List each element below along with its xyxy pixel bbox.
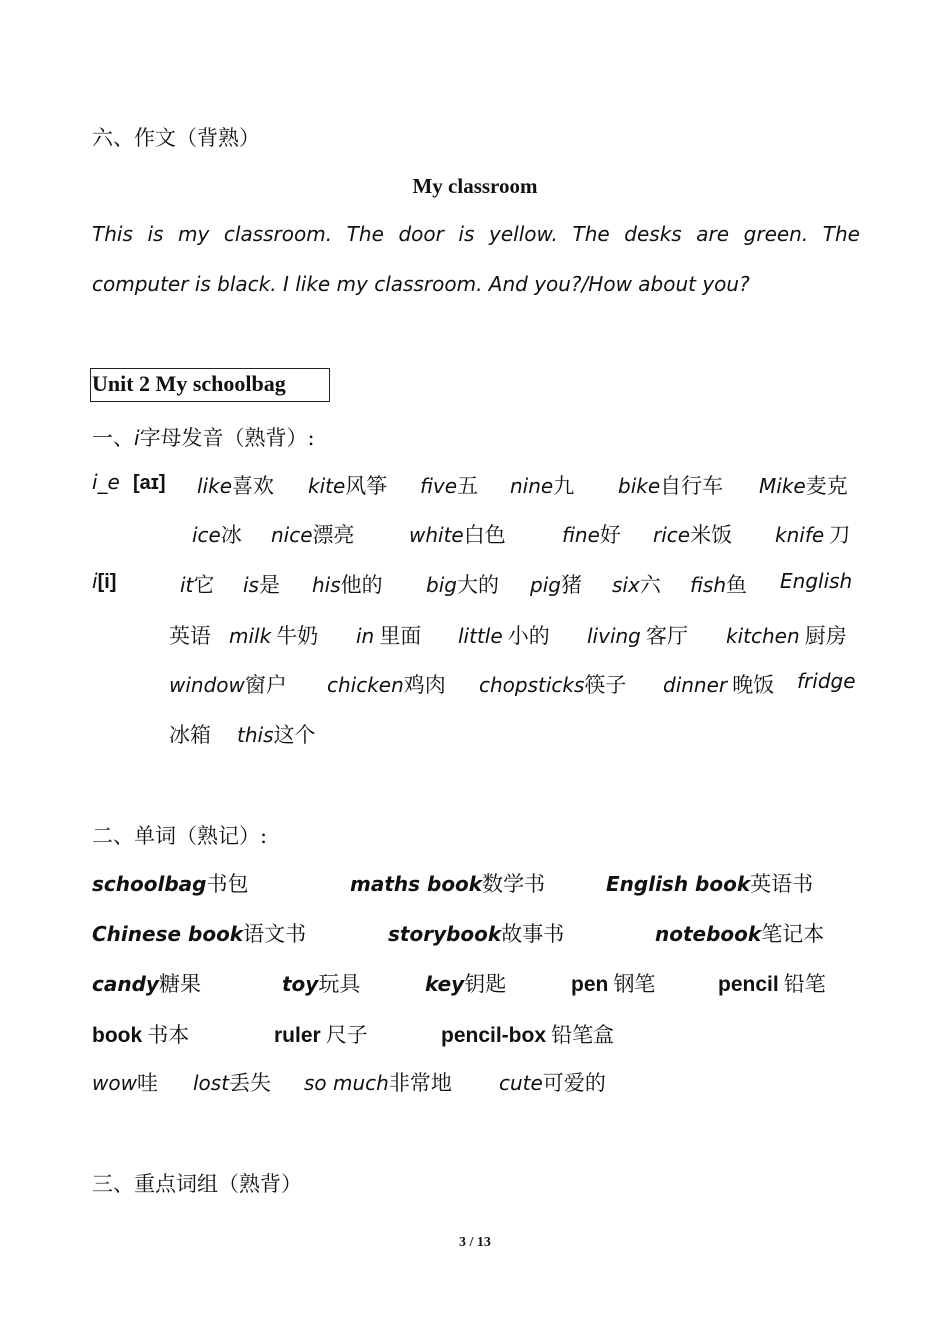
word-cn: 风筝 bbox=[345, 474, 388, 498]
word-cn: 五 bbox=[457, 474, 479, 498]
word-cn: 里面 bbox=[379, 624, 422, 648]
vocab-cn: 故事书 bbox=[501, 922, 565, 946]
word-entry bbox=[180, 569, 214, 599]
vocab-cn: 可爱的 bbox=[542, 1071, 606, 1095]
word-entry bbox=[775, 519, 850, 549]
vocab-cn: 语文书 bbox=[243, 922, 307, 946]
word-entry bbox=[356, 620, 421, 650]
essay-title: My classroom bbox=[412, 174, 538, 198]
word-cn: 自行车 bbox=[660, 474, 724, 498]
section-heading-phrases: 三、重点词组（熟背） bbox=[92, 1172, 302, 1196]
vocab-cn: 非常地 bbox=[388, 1071, 452, 1095]
phonics-pattern-i bbox=[92, 569, 116, 594]
word-en: like bbox=[197, 474, 232, 498]
word-entry bbox=[308, 470, 387, 500]
vocab-entry bbox=[718, 968, 826, 998]
word-cn: 冰 bbox=[220, 523, 242, 547]
word-en: nice bbox=[271, 523, 313, 547]
word-cn: 大的 bbox=[456, 573, 499, 597]
word-cn: 是 bbox=[258, 573, 280, 597]
word-cn: 冰箱 bbox=[169, 723, 211, 747]
word-en: little bbox=[458, 624, 503, 648]
word-en: white bbox=[409, 523, 464, 547]
essay-line-1: This is my classroom. The door is yellow. The desks are green. The bbox=[92, 222, 860, 246]
vocab-entry bbox=[350, 868, 545, 898]
word-cn: 小的 bbox=[507, 624, 550, 648]
vocab-en: pen bbox=[571, 973, 609, 996]
word-entry bbox=[192, 519, 242, 549]
word-en: in bbox=[356, 624, 375, 648]
word-cn: 窗户 bbox=[244, 673, 287, 697]
word-entry bbox=[618, 470, 723, 500]
vocab-en: storybook bbox=[388, 922, 502, 946]
word-en: bike bbox=[618, 474, 661, 498]
vocab-cn: 笔记本 bbox=[761, 922, 825, 946]
word-cn: 猪 bbox=[560, 573, 582, 597]
section-heading-composition: 六、作文（背熟） bbox=[92, 126, 260, 150]
word-entry bbox=[759, 470, 848, 500]
word-entry-cn bbox=[169, 719, 211, 749]
vocab-entry bbox=[499, 1067, 606, 1097]
word-entry bbox=[479, 669, 626, 699]
word-entry bbox=[612, 569, 661, 599]
vocab-entry bbox=[425, 968, 506, 998]
word-en: chicken bbox=[327, 673, 404, 697]
word-entry bbox=[420, 470, 478, 500]
word-en: rice bbox=[653, 523, 691, 547]
word-en: window bbox=[169, 673, 245, 697]
word-entry bbox=[458, 620, 550, 650]
vocab-en: candy bbox=[92, 972, 159, 996]
word-cn: 他的 bbox=[340, 573, 383, 597]
word-cn: 九 bbox=[553, 474, 575, 498]
word-en: his bbox=[312, 573, 341, 597]
word-cn: 厨房 bbox=[804, 624, 847, 648]
vocab-cn: 数学书 bbox=[482, 872, 546, 896]
vocab-entry bbox=[441, 1019, 614, 1049]
vocab-cn: 书本 bbox=[147, 1023, 190, 1047]
phonics-heading-letter: i bbox=[134, 426, 140, 450]
word-entry-en bbox=[780, 569, 852, 593]
phonics-heading-prefix: 一、 bbox=[92, 426, 134, 450]
word-en: living bbox=[587, 624, 641, 648]
word-entry bbox=[562, 519, 621, 549]
word-entry bbox=[587, 620, 688, 650]
word-cn: 白色 bbox=[463, 523, 506, 547]
vocab-cn: 书包 bbox=[206, 872, 249, 896]
word-entry bbox=[426, 569, 499, 599]
vocab-en: schoolbag bbox=[92, 872, 207, 896]
phonics-heading-suffix: 字母发音（熟背）: bbox=[139, 426, 315, 450]
word-en: chopsticks bbox=[479, 673, 585, 697]
vocab-entry bbox=[388, 918, 564, 948]
word-cn: 晚饭 bbox=[732, 673, 775, 697]
word-entry bbox=[409, 519, 506, 549]
word-entry bbox=[197, 470, 274, 500]
word-en: dinner bbox=[663, 673, 728, 697]
word-entry bbox=[327, 669, 446, 699]
word-en: ice bbox=[192, 523, 221, 547]
word-en: kitchen bbox=[726, 624, 800, 648]
word-en: five bbox=[420, 474, 458, 498]
word-en: fine bbox=[562, 523, 600, 547]
vocab-en: English book bbox=[606, 872, 751, 896]
word-entry bbox=[243, 569, 280, 599]
vocab-en: book bbox=[92, 1024, 143, 1047]
word-entry bbox=[663, 669, 774, 699]
vocab-entry bbox=[92, 918, 306, 948]
vocab-entry bbox=[304, 1067, 452, 1097]
vocab-en: ruler bbox=[274, 1024, 321, 1047]
word-cn: 牛奶 bbox=[276, 624, 319, 648]
vocab-entry bbox=[92, 1019, 189, 1049]
vocab-cn: 尺子 bbox=[325, 1023, 368, 1047]
word-entry bbox=[690, 569, 747, 599]
word-en: knife bbox=[775, 523, 825, 547]
vocab-entry bbox=[655, 918, 824, 948]
word-entry bbox=[271, 519, 355, 549]
vocab-en: pencil bbox=[718, 973, 779, 996]
word-entry bbox=[530, 569, 582, 599]
vocab-entry bbox=[282, 968, 360, 998]
vocab-cn: 丢失 bbox=[229, 1071, 272, 1095]
vocab-en: lost bbox=[193, 1071, 230, 1095]
word-en: kite bbox=[308, 474, 346, 498]
word-entry bbox=[229, 620, 318, 650]
word-en: milk bbox=[229, 624, 272, 648]
vocab-en: pencil-box bbox=[441, 1024, 547, 1047]
word-en: fridge bbox=[797, 669, 856, 693]
vocab-cn: 糖果 bbox=[158, 972, 201, 996]
word-entry-cn bbox=[169, 620, 211, 650]
word-en: it bbox=[180, 573, 194, 597]
vocab-entry bbox=[92, 868, 248, 898]
vocab-cn: 铅笔盒 bbox=[551, 1023, 615, 1047]
vocab-cn: 哇 bbox=[136, 1071, 158, 1095]
vocab-en: toy bbox=[282, 972, 319, 996]
word-cn: 米饭 bbox=[690, 523, 733, 547]
page-number: 3 / 13 bbox=[459, 1235, 491, 1250]
word-en: big bbox=[426, 573, 457, 597]
vocab-en: maths book bbox=[350, 872, 483, 896]
word-entry bbox=[312, 569, 383, 599]
vocab-en: notebook bbox=[655, 922, 762, 946]
word-cn: 这个 bbox=[273, 723, 316, 747]
vocab-entry bbox=[606, 868, 813, 898]
word-en: six bbox=[612, 573, 640, 597]
word-cn: 鱼 bbox=[726, 573, 748, 597]
vocab-en: key bbox=[425, 972, 465, 996]
vocab-en: wow bbox=[92, 1071, 137, 1095]
word-entry bbox=[169, 669, 287, 699]
word-en: nine bbox=[510, 474, 554, 498]
word-cn: 英语 bbox=[169, 624, 211, 648]
word-en: this bbox=[237, 723, 274, 747]
word-entry-en bbox=[797, 669, 856, 693]
word-cn: 喜欢 bbox=[232, 474, 274, 498]
word-en: English bbox=[780, 569, 853, 593]
vocab-entry bbox=[92, 1067, 158, 1097]
vocab-cn: 钥匙 bbox=[464, 972, 507, 996]
word-cn: 鸡肉 bbox=[403, 673, 446, 697]
phonetic-symbol: [aɪ] bbox=[132, 472, 166, 494]
vocab-cn: 钢笔 bbox=[613, 972, 656, 996]
section-heading-vocab: 二、单词（熟记）: bbox=[92, 824, 268, 848]
word-cn: 客厅 bbox=[645, 624, 688, 648]
word-cn: 六 bbox=[639, 573, 661, 597]
word-cn: 刀 bbox=[829, 523, 851, 547]
phonics-pattern-ie bbox=[92, 470, 166, 495]
word-en: is bbox=[243, 573, 259, 597]
word-entry bbox=[510, 470, 574, 500]
word-entry bbox=[726, 620, 847, 650]
vocab-en: Chinese book bbox=[92, 922, 244, 946]
phonetic-symbol: [i] bbox=[97, 571, 117, 593]
pattern-label: i_e bbox=[92, 470, 120, 494]
vocab-entry bbox=[571, 968, 655, 998]
vocab-en: cute bbox=[499, 1071, 543, 1095]
vocab-cn: 英语书 bbox=[750, 872, 814, 896]
vocab-entry bbox=[92, 968, 201, 998]
word-en: fish bbox=[690, 573, 727, 597]
vocab-cn: 铅笔 bbox=[783, 972, 826, 996]
pattern-label: i bbox=[92, 569, 98, 593]
word-cn: 它 bbox=[193, 573, 215, 597]
word-cn: 麦克 bbox=[805, 474, 848, 498]
vocab-cn: 玩具 bbox=[318, 972, 361, 996]
unit-title: Unit 2 My schoolbag bbox=[90, 368, 330, 402]
word-entry bbox=[237, 719, 316, 749]
section-heading-phonics bbox=[92, 422, 315, 452]
vocab-entry bbox=[193, 1067, 271, 1097]
word-cn: 漂亮 bbox=[312, 523, 355, 547]
vocab-entry bbox=[274, 1019, 368, 1049]
word-en: pig bbox=[530, 573, 561, 597]
word-cn: 好 bbox=[599, 523, 621, 547]
essay-line-2: computer is black. I like my classroom. And you?/How about you? bbox=[92, 272, 750, 296]
vocab-en: so much bbox=[304, 1071, 389, 1095]
word-entry bbox=[653, 519, 732, 549]
word-en: Mike bbox=[759, 474, 806, 498]
word-cn: 筷子 bbox=[584, 673, 627, 697]
